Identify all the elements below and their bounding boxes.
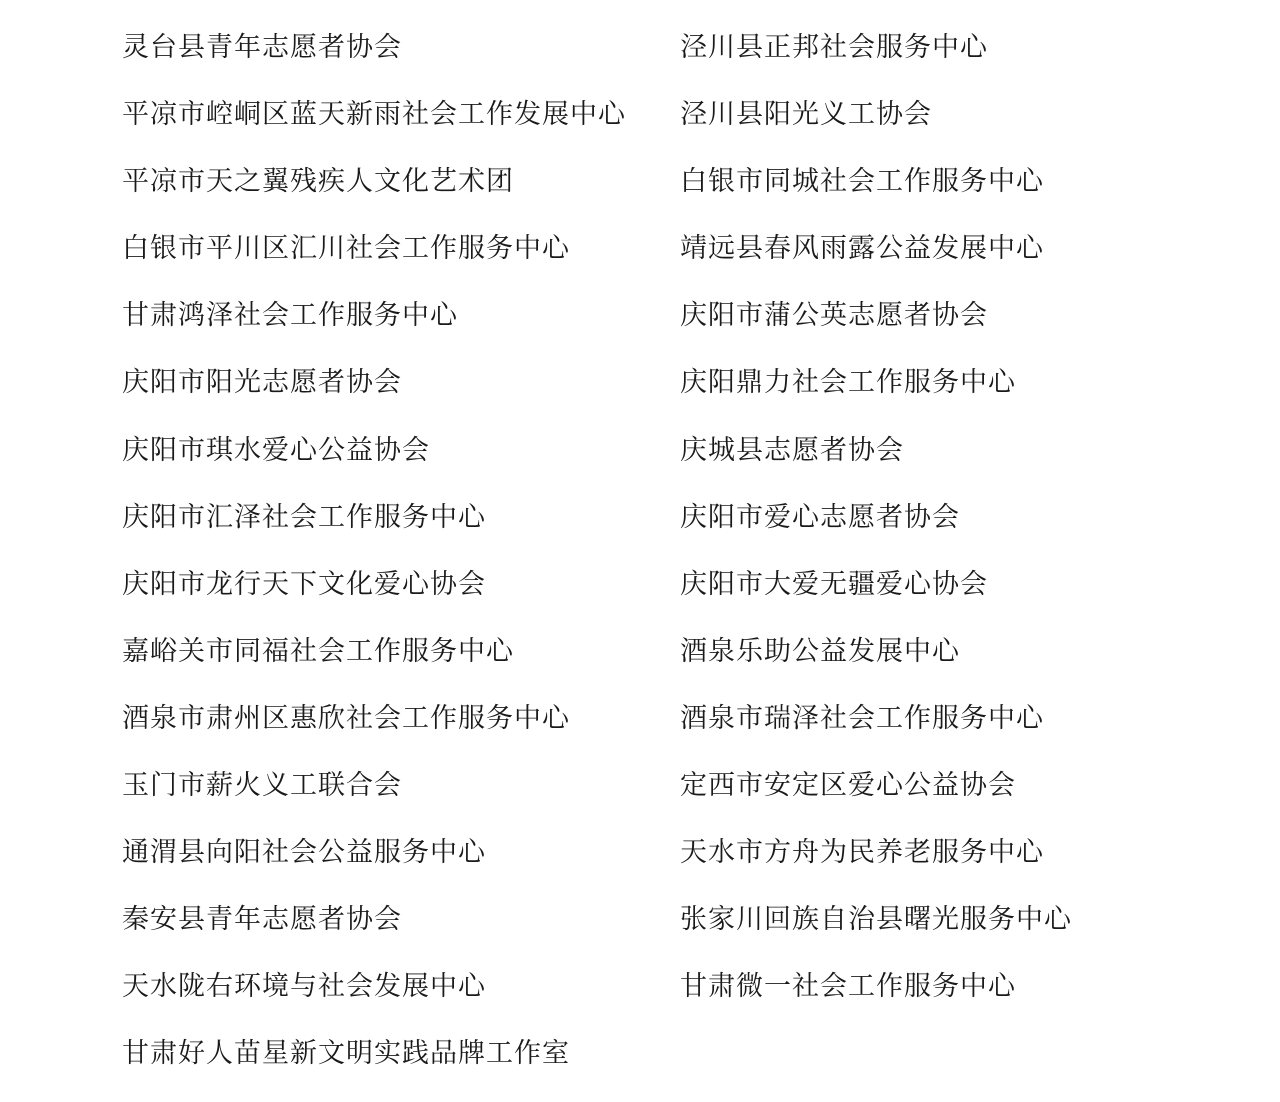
organization-name: 天水陇右环境与社会发展中心 xyxy=(122,971,486,1003)
organization-name: 庆阳市琪水爱心公益协会 xyxy=(122,434,430,466)
organization-name: 甘肃微一社会工作服务中心 xyxy=(680,971,1016,1003)
organization-name: 庆阳鼎力社会工作服务中心 xyxy=(680,367,1016,399)
organization-name: 庆城县志愿者协会 xyxy=(680,434,904,466)
organization-name: 甘肃鸿泽社会工作服务中心 xyxy=(122,300,458,332)
organization-name: 平凉市天之翼残疾人文化艺术团 xyxy=(122,166,514,198)
organization-name: 灵台县青年志愿者协会 xyxy=(122,32,402,63)
organization-name: 泾川县阳光义工协会 xyxy=(680,99,932,131)
organization-name: 玉门市薪火义工联合会 xyxy=(122,770,402,802)
organization-name: 张家川回族自治县曙光服务中心 xyxy=(680,904,1072,936)
organization-name: 庆阳市爱心志愿者协会 xyxy=(680,501,960,533)
organization-name: 庆阳市蒲公英志愿者协会 xyxy=(680,300,988,332)
organization-list-right xyxy=(680,14,1240,1020)
organization-name: 白银市平川区汇川社会工作服务中心 xyxy=(122,233,570,265)
organization-name: 白银市同城社会工作服务中心 xyxy=(680,166,1044,198)
organization-name: 靖远县春风雨露公益发展中心 xyxy=(680,233,1044,265)
organization-name: 泾川县正邦社会服务中心 xyxy=(680,32,988,63)
organization-name: 通渭县向阳社会公益服务中心 xyxy=(122,837,486,869)
organization-name: 天水市方舟为民养老服务中心 xyxy=(680,837,1044,869)
organization-name: 秦安县青年志愿者协会 xyxy=(122,904,402,936)
organization-name: 定西市安定区爱心公益协会 xyxy=(680,770,1016,802)
organization-name: 酒泉乐助公益发展中心 xyxy=(680,635,960,667)
organization-name: 平凉市崆峒区蓝天新雨社会工作发展中心 xyxy=(122,99,626,131)
organization-name: 酒泉市瑞泽社会工作服务中心 xyxy=(680,702,1044,734)
organization-name: 酒泉市肃州区惠欣社会工作服务中心 xyxy=(122,702,570,734)
organization-list-left xyxy=(122,14,672,1088)
organization-name: 庆阳市汇泽社会工作服务中心 xyxy=(122,501,486,533)
organization-name: 嘉峪关市同福社会工作服务中心 xyxy=(122,635,514,667)
organization-name: 甘肃好人苗星新文明实践品牌工作室 xyxy=(122,1038,570,1070)
organization-name: 庆阳市大爱无疆爱心协会 xyxy=(680,568,988,600)
organization-name: 庆阳市阳光志愿者协会 xyxy=(122,367,402,399)
organization-name: 庆阳市龙行天下文化爱心协会 xyxy=(122,568,486,600)
